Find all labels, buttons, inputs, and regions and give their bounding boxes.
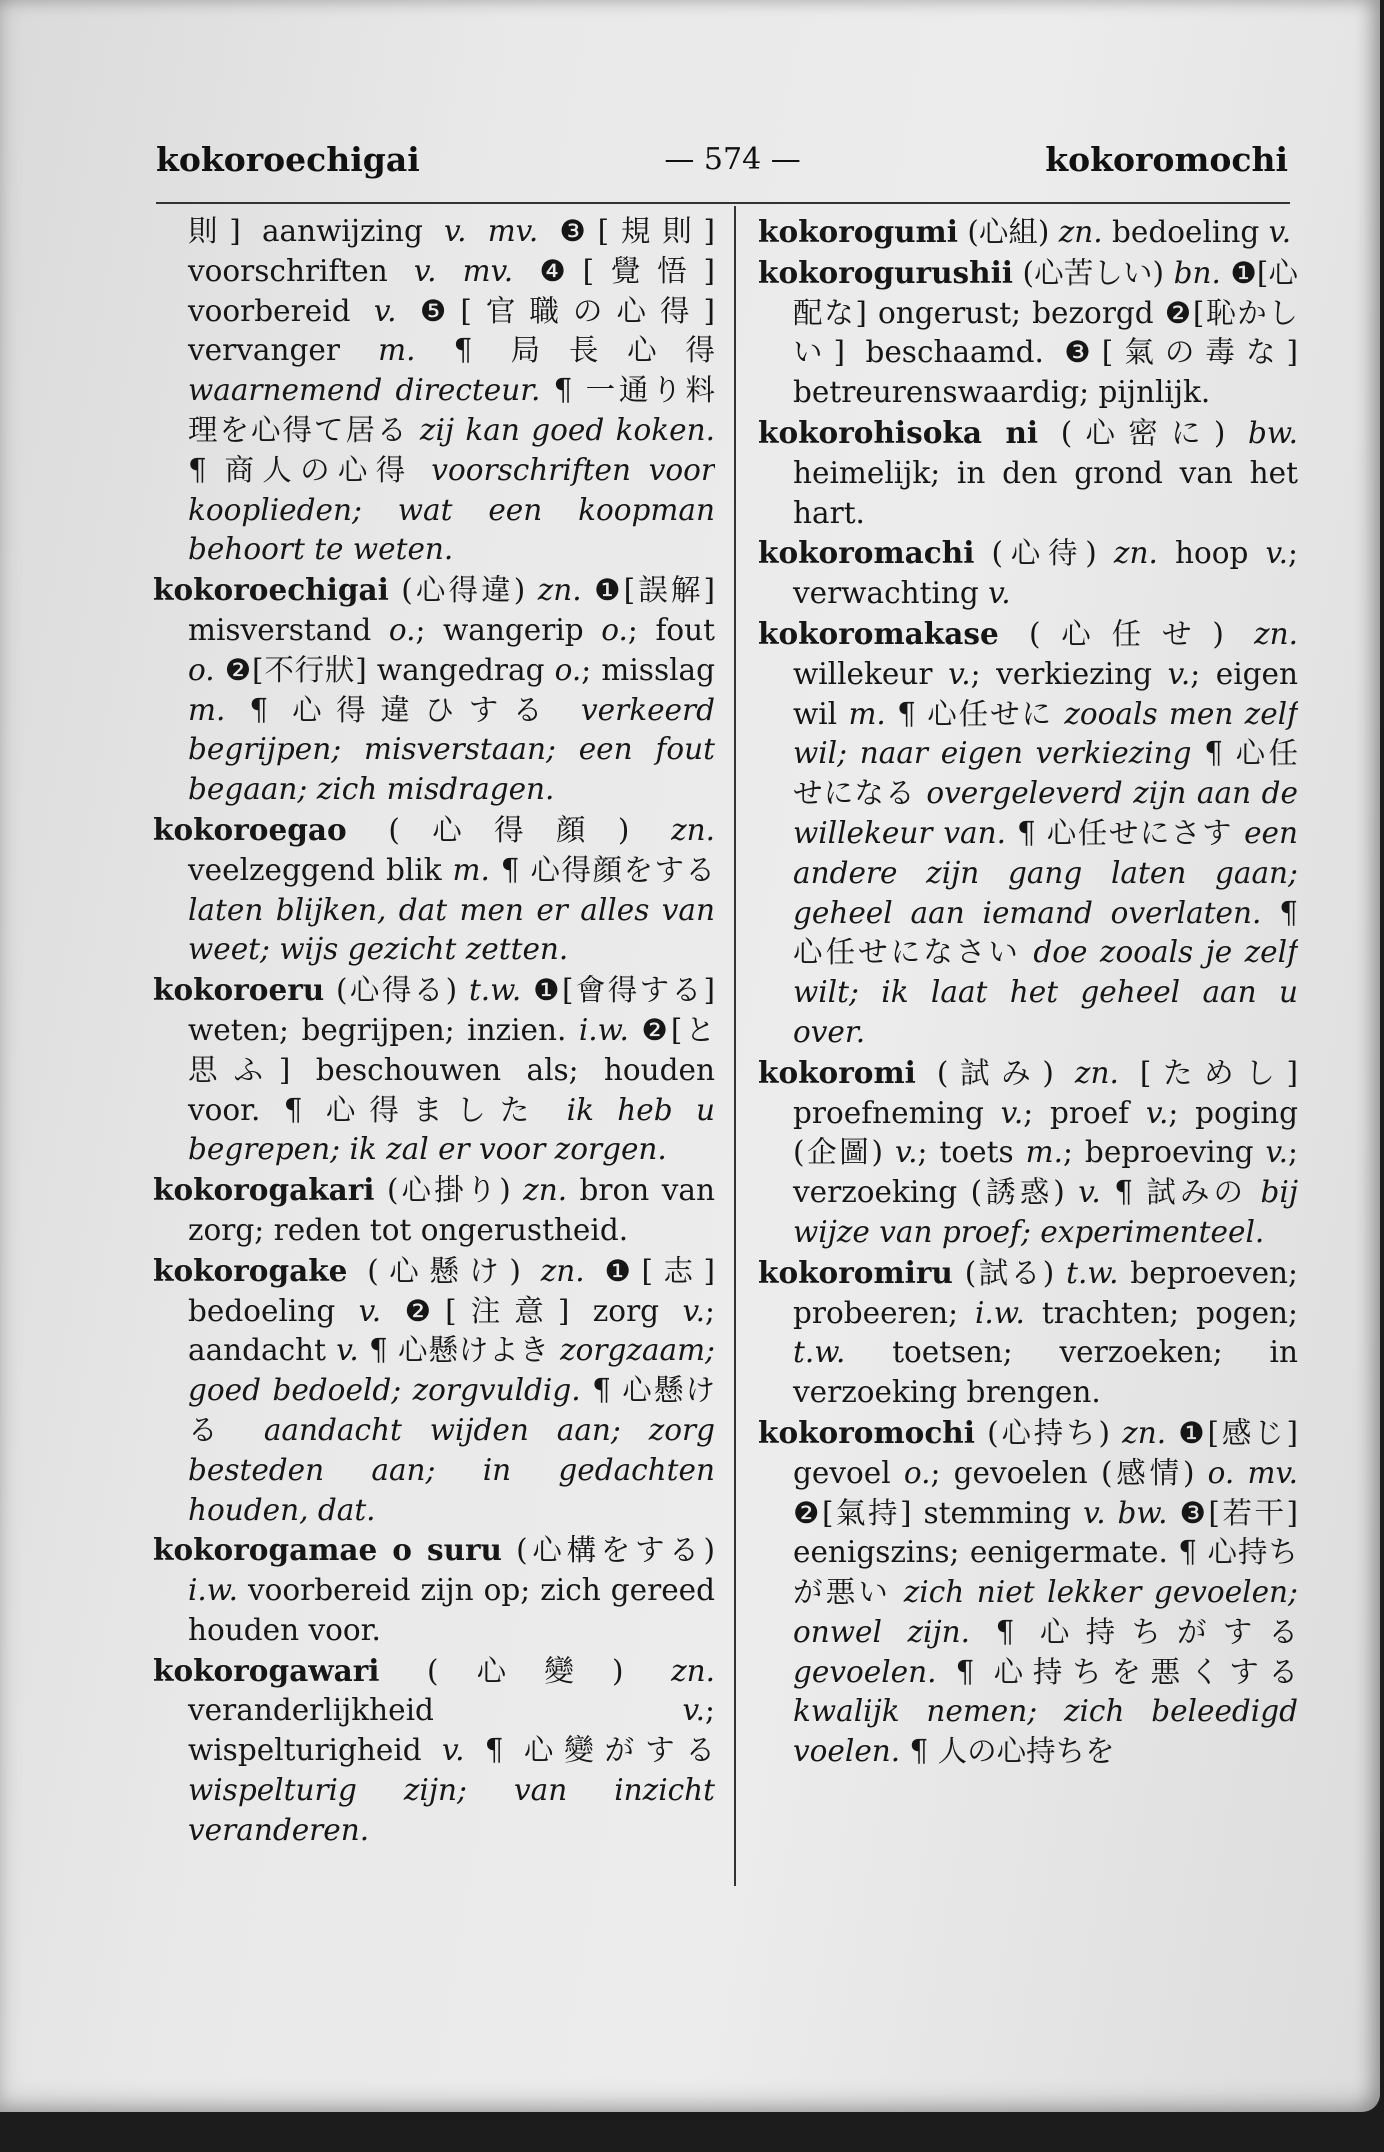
definition-text: ❶[感じ] gevoel: [793, 1415, 1298, 1490]
example-text: doe zooals je zelf wilt; ik laat het geheel aan u over.: [793, 935, 1298, 1049]
grammar-label: v.: [358, 1293, 405, 1328]
grammar-label: v.: [441, 1733, 485, 1768]
definition-text: ¶ 心任せにさす: [1016, 815, 1245, 850]
example-text: overgeleverd zijn aan de willekeur van.: [793, 776, 1298, 850]
definition-text: ; proef: [1023, 1095, 1146, 1130]
grammar-label: v.: [1145, 1095, 1169, 1130]
grammar-label: v.: [682, 1293, 706, 1328]
page-header: [156, 134, 1288, 184]
definition-text: ¶ 心變がする: [484, 1733, 715, 1768]
example-text: bij wijze van proef; experimenteel.: [793, 1175, 1298, 1249]
headword: kokoromi: [758, 1054, 916, 1090]
definition-text: veelzeggend blik: [188, 852, 453, 887]
definition-text: (心待): [974, 536, 1114, 571]
left-column: [153, 212, 715, 1892]
grammar-label: v. mv.: [413, 253, 540, 288]
definition-text: ❹[覺悟] voorbereid: [188, 253, 715, 328]
grammar-label: zn.: [523, 1173, 580, 1208]
headword: kokorogamae o suru: [153, 1532, 503, 1568]
definition-text: ; wispelturigheid: [188, 1693, 715, 1768]
definition-text: ; misslag: [581, 652, 715, 687]
grammar-label: v.: [1265, 1135, 1289, 1170]
definition-text: (心變): [379, 1653, 672, 1688]
grammar-label: m.: [188, 692, 250, 727]
definition-text: veranderlijkheid: [188, 1693, 683, 1728]
definition-text: ; verwachting: [793, 536, 1298, 611]
definition-text: ; poging (企圖): [793, 1095, 1298, 1170]
definition-text: ❶[會得する] weten; begrijpen; inzien.: [188, 973, 715, 1047]
header-rule: [156, 202, 1290, 204]
headword: kokoromochi: [758, 1414, 975, 1450]
definition-text: (試み): [915, 1055, 1075, 1090]
column-divider: [734, 206, 736, 1886]
grammar-label: v.: [1265, 536, 1289, 571]
grammar-label: v.: [1078, 1175, 1115, 1210]
definition-text: (試る): [952, 1255, 1067, 1290]
definition-text: toetsen; verzoeken; in verzoeking brengen.: [793, 1335, 1298, 1410]
definition-text: (心掛り): [374, 1173, 524, 1208]
grammar-label: zn.: [1254, 616, 1298, 651]
dictionary-entry: [758, 212, 1298, 253]
headword: kokorogawari: [153, 1652, 380, 1688]
grammar-label: zn.: [1058, 215, 1113, 249]
definition-text: ¶ 一通り料理を心得て居る: [188, 373, 715, 447]
definition-text: ; eigen wil: [793, 656, 1298, 731]
definition-text: (心得顔): [346, 812, 672, 847]
definition-text: beproeven; probeeren;: [793, 1255, 1298, 1330]
dictionary-entry: [758, 413, 1298, 533]
definition-text: (心組): [957, 215, 1059, 249]
dictionary-entry: [153, 1651, 715, 1851]
definition-text: ; verzoeking (誘惑): [793, 1135, 1298, 1210]
definition-text: ; beproeving: [1062, 1135, 1266, 1170]
definition-text: ❶[心配な] ongerust; bezorgd ❷[恥かしい] beschaamd. ❸[氣の毒な] betreurenswaardig; pijnlijk.: [793, 255, 1298, 410]
guide-word-left: kokoroechigai: [156, 139, 420, 179]
definition-text: voorbereid zijn op; zich gereed houden voor.: [188, 1573, 715, 1647]
definition-text: (心苦しい): [1013, 255, 1174, 290]
grammar-label: i.w.: [578, 1012, 642, 1047]
definition-text: ❷[不行狀] wangedrag: [224, 652, 555, 687]
grammar-label: v. mv.: [444, 214, 560, 248]
grammar-label: v.: [988, 576, 1011, 611]
example-text: kwalijk nemen; zich beleedigd voelen.: [793, 1694, 1298, 1769]
example-text: zij kan goed koken.: [419, 412, 715, 447]
definition-text: ¶ 心得顔をする: [500, 852, 715, 887]
definition-text: (心構をする): [502, 1533, 715, 1568]
dictionary-entry: [758, 253, 1298, 413]
grammar-label: v.: [948, 656, 971, 691]
headword: kokoromiru: [758, 1254, 953, 1290]
headword: kokorogakari: [153, 1172, 375, 1208]
page-number: — 574 —: [664, 141, 801, 177]
grammar-label: zn.: [671, 1653, 715, 1688]
example-text: aandacht wijden aan; zorg besteden aan; in gedachten houden, dat.: [188, 1412, 715, 1527]
grammar-label: o.: [903, 1455, 931, 1490]
dictionary-entry: [153, 970, 715, 1170]
headword: kokorogake: [153, 1252, 348, 1288]
definition-text: willekeur: [793, 656, 949, 691]
example-text: laten blijken, dat men er alles van weet; wijs gezicht zetten.: [188, 892, 715, 967]
grammar-label: zn.: [540, 1253, 605, 1288]
grammar-label: v.: [373, 293, 420, 328]
definition-text: bron van zorg; reden tot ongerustheid.: [188, 1173, 715, 1247]
headword: kokoroeru: [153, 972, 325, 1008]
headword: kokoromakase: [758, 615, 999, 651]
continued-entry: [153, 212, 715, 570]
dictionary-entry: [153, 570, 715, 810]
grammar-label: bn.: [1173, 255, 1231, 290]
grammar-label: o.: [188, 652, 225, 687]
definition-text: ❷[と思ふ] beschouwen als; houden voor. ¶ 心得ました: [188, 1012, 715, 1127]
definition-text: ¶ 試みの: [1114, 1175, 1261, 1210]
dictionary-entry: [153, 1530, 715, 1650]
grammar-label: bw.: [1247, 415, 1298, 450]
definition-text: ; verkiezing: [970, 656, 1168, 691]
grammar-label: v.: [895, 1135, 918, 1170]
definition-text: (心密に): [1038, 415, 1248, 450]
dictionary-entry: [758, 533, 1298, 614]
definition-text: (心得違): [388, 573, 538, 608]
grammar-label: m.: [452, 852, 501, 887]
dictionary-entry: [153, 1170, 715, 1251]
definition-text: ❸[規則] voorschriften: [188, 214, 715, 288]
grammar-label: m.: [1025, 1135, 1063, 1170]
definition-text: ¶ 心持ちがする: [995, 1614, 1298, 1649]
definition-text: [ためし] proefneming: [793, 1055, 1298, 1130]
definition-text: (心持ち): [974, 1415, 1123, 1450]
grammar-label: v. bw.: [1083, 1495, 1180, 1530]
definition-text: ¶ 心任せに: [897, 696, 1065, 731]
definition-text: (心得る): [324, 973, 469, 1008]
definition-text: ; gevoelen (感情): [930, 1455, 1208, 1490]
dictionary-entry: [758, 1253, 1298, 1413]
definition-text: ❷[注意] zorg: [404, 1293, 683, 1328]
grammar-label: zn.: [1074, 1055, 1140, 1090]
grammar-label: o. mv.: [1207, 1455, 1298, 1490]
definition-text: trachten; pogen;: [1041, 1295, 1298, 1330]
grammar-label: m.: [848, 696, 898, 731]
grammar-label: v.: [1167, 656, 1191, 691]
definition-text: ¶ 心得違ひする: [249, 692, 581, 727]
dictionary-entry: [758, 1053, 1298, 1253]
definition-text: ; wangerip: [415, 612, 602, 647]
right-column: [758, 212, 1298, 1892]
example-text: waarnemend directeur.: [188, 373, 554, 408]
headword: kokoromachi: [758, 535, 975, 571]
headword: kokorohisoka ni: [758, 414, 1039, 450]
definition-text: ¶ 心懸けよき: [369, 1333, 561, 1368]
example-text: zooals men zelf wil; naar eigen verkiezing: [793, 696, 1298, 771]
grammar-label: v.: [1268, 215, 1292, 249]
grammar-label: i.w.: [974, 1295, 1042, 1330]
definition-text: ¶ 心懸ける: [188, 1373, 715, 1447]
definition-text: ¶ 心任せになさい: [793, 895, 1298, 970]
dictionary-entry: [153, 1251, 715, 1531]
grammar-label: zn.: [537, 573, 595, 608]
definition-text: ❶[誤解] misverstand: [188, 573, 715, 647]
guide-word-right: kokoromochi: [1045, 139, 1288, 179]
grammar-label: o.: [554, 652, 582, 687]
definition-text: ¶ 人の心持ちを: [909, 1734, 1115, 1769]
definition-text: ¶ 商人の心得: [188, 452, 432, 487]
grammar-label: t.w.: [1066, 1255, 1131, 1290]
example-text: verkeerd begrijpen; misverstaan; een fout begaan; zich misdragen.: [188, 692, 715, 807]
definition-text: ; aandacht: [188, 1293, 715, 1368]
definition-text: ¶ 局長心得: [453, 333, 715, 368]
grammar-label: zn.: [671, 812, 715, 847]
headword: kokoroechigai: [153, 572, 389, 608]
definition-text: ❺[官職の心得] vervanger: [188, 293, 715, 368]
dictionary-entry: [758, 614, 1298, 1053]
headword: kokorogumi: [758, 214, 958, 249]
definition-text: 則] aanwijzing: [188, 214, 444, 248]
definition-text: heimelijk; in den grond van het hart.: [793, 455, 1298, 530]
grammar-label: t.w.: [468, 973, 534, 1008]
definition-text: (心懸け): [347, 1253, 541, 1288]
definition-text: ¶ 心持ちを悪くする: [955, 1654, 1298, 1689]
definition-text: (心任せ): [998, 616, 1255, 651]
grammar-label: v.: [1000, 1095, 1024, 1130]
definition-text: ¶ 心任せになる: [793, 736, 1298, 811]
grammar-label: zn.: [1113, 536, 1175, 571]
example-text: een andere zijn gang laten gaan; geheel aan iemand overlaten.: [793, 815, 1298, 930]
example-text: gevoelen.: [793, 1654, 956, 1689]
headword: kokoroegao: [153, 811, 347, 847]
definition-text: ; toets: [917, 1135, 1026, 1170]
grammar-label: o.: [388, 612, 416, 647]
grammar-label: v.: [682, 1693, 706, 1728]
grammar-label: o.: [601, 612, 628, 647]
example-text: voorschriften voor kooplieden; wat een koopman behoort te weten.: [188, 452, 715, 567]
dictionary-entry: [153, 810, 715, 970]
dictionary-entry: [758, 1413, 1298, 1772]
example-text: zich niet lekker gevoelen; onwel zijn.: [793, 1575, 1298, 1649]
definition-text: ❸[若干] eenigszins; eenigermate. ¶ 心持ちが悪い: [793, 1495, 1298, 1610]
grammar-label: zn.: [1122, 1415, 1179, 1450]
example-text: ik heb u begrepen; ik zal er voor zorgen.: [188, 1092, 715, 1167]
example-text: wispelturig zijn; van inzicht veranderen.: [188, 1773, 715, 1847]
grammar-label: v.: [336, 1333, 370, 1368]
grammar-label: m.: [378, 333, 454, 368]
definition-text: hoop: [1174, 536, 1266, 571]
grammar-label: i.w.: [188, 1573, 248, 1608]
definition-text: ❶[志] bedoeling: [188, 1253, 715, 1328]
grammar-label: t.w.: [793, 1335, 893, 1370]
definition-text: bedoeling: [1112, 215, 1269, 249]
definition-text: ; fout: [627, 612, 715, 647]
definition-text: ❷[氣持] stemming: [793, 1495, 1084, 1530]
headword: kokorogurushii: [758, 254, 1013, 290]
example-text: zorgzaam; goed bedoeld; zorgvuldig.: [188, 1333, 715, 1408]
